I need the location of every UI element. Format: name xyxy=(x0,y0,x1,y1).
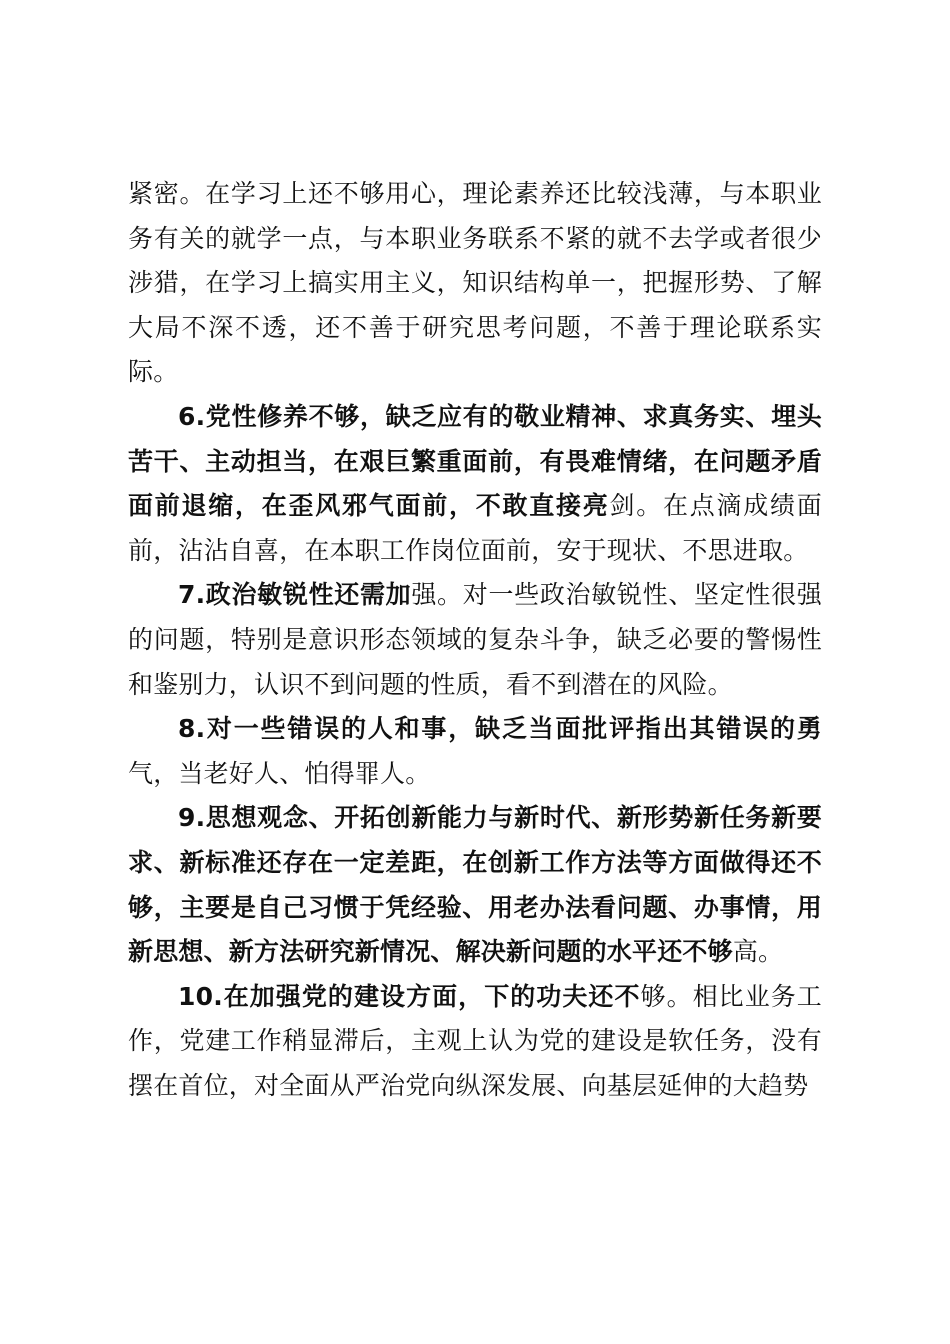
item-9-heading: 9.思想观念、开拓创新能力与新时代、新形势新任务新要求、新标准还存在一定差距，在创新工作方法等方面做得还不够，主要是自己习惯于凭经验、用老办法看问题、办事情，用新思想、新方法研究新情况、解决新问题的水平还不够 xyxy=(128,803,822,967)
item-10-heading: 10.在加强党的建设方面，下的功夫还不 xyxy=(178,981,641,1011)
paragraph-item-8 xyxy=(128,707,822,796)
item-10-text: 够。相比业务工作，党建工作稍显滞后，主观上认为党的建设是软任务，没有摆在首位，对全面从严治党向纵深发展、向基层延伸的大趋势 xyxy=(128,981,823,1100)
item-9-text: 高。 xyxy=(732,937,784,967)
item-8-heading: 8.对一些错误的人和事，缺乏当面批评指出其错误的勇 xyxy=(178,714,822,744)
paragraph-item-9 xyxy=(128,796,822,974)
paragraph-1-text: 紧密。在学习上还不够用心，理论素养还比较浅薄，与本职业务有关的就学一点，与本职业务联系不紧的就不去学或者很少涉猎，在学习上搞实用主义，知识结构单一，把握形势、了解大局不深不透，还不善于研究思考问题，不善于理论联系实际。 xyxy=(128,179,822,387)
item-6-text: 剑。在点滴成绩面前，沾沾自喜，在本职工作岗位面前，安于现状、不思进取。 xyxy=(128,491,822,565)
item-6-heading: 6.党性修养不够，缺乏应有的敬业精神、求真务实、埋头苦干、主动担当，在艰巨繁重面前，有畏难情绪，在问题矛盾面前退缩，在歪风邪气面前，不敢直接亮 xyxy=(128,401,822,521)
item-7-heading: 7.政治敏锐性还需加 xyxy=(178,580,412,610)
item-7-text: 强。对一些政治敏锐性、坚定性很强的问题，特别是意识形态领域的复杂斗争，缺乏必要的警惕性和鉴别力，认识不到问题的性质，看不到潜在的风险。 xyxy=(128,580,822,699)
item-8-text: 气，当老好人、怕得罪人。 xyxy=(128,758,431,788)
document-body xyxy=(128,172,822,1108)
paragraph-item-10 xyxy=(128,975,822,1109)
paragraph-item-7 xyxy=(128,573,822,707)
paragraph-item-6 xyxy=(128,395,822,573)
paragraph-1 xyxy=(128,172,822,395)
